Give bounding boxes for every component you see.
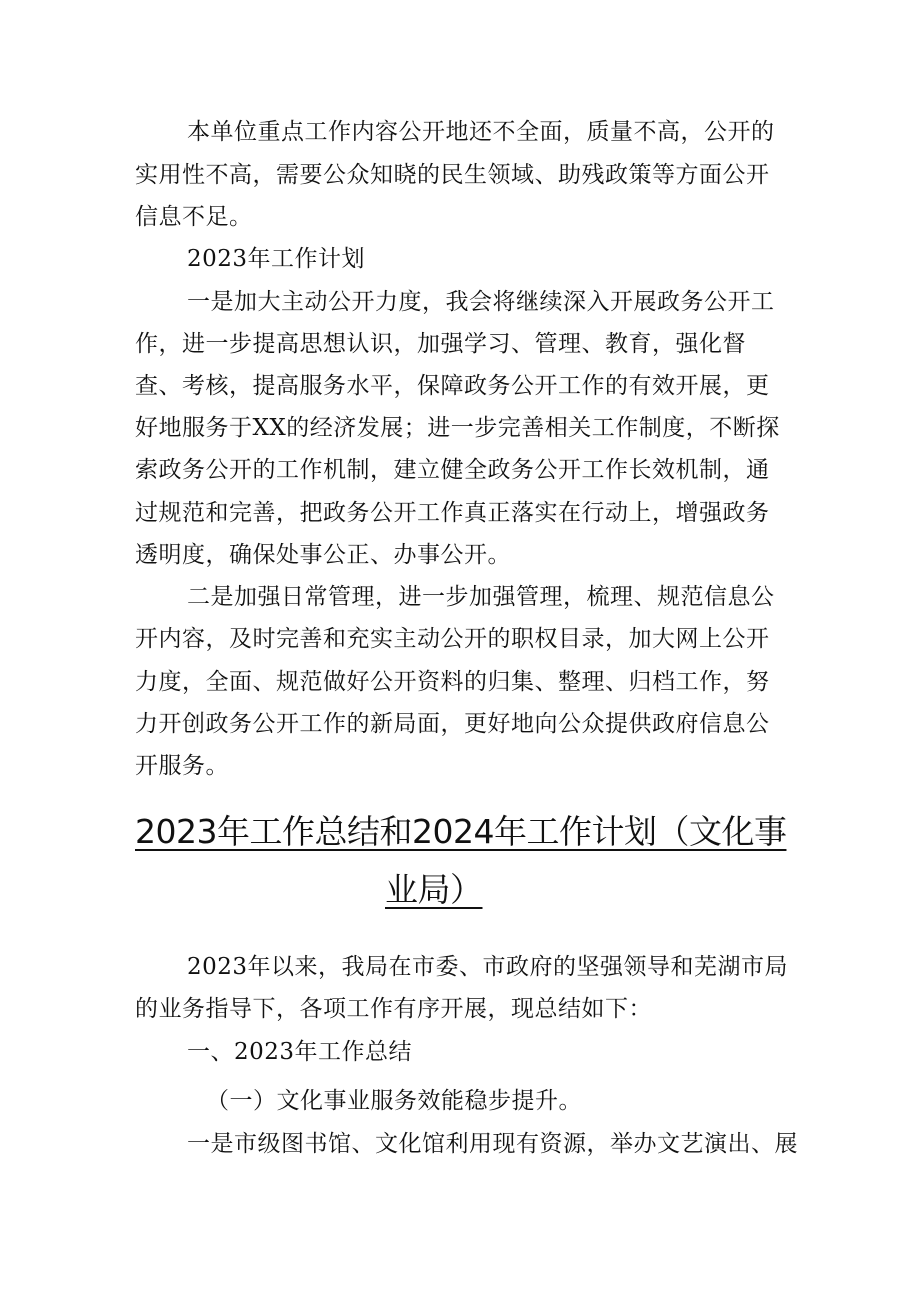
document-title-line-2: 业局）	[385, 870, 483, 909]
paragraph-1-line-1: 本单位重点工作内容公开地还不全面，质量不高，公开的	[187, 119, 775, 145]
paragraph-1-line-2: 实用性不高，需要公众知晓的民生领域、助残政策等方面公开	[135, 162, 770, 188]
paragraph-2-line-4: 好地服务于XX的经济发展；进一步完善相关工作制度，不断探	[135, 415, 780, 441]
section-heading: 一、2023年工作总结	[187, 1039, 413, 1065]
paragraph-2-line-5: 索政务公开的工作机制，建立健全政务公开工作长效机制，通	[135, 457, 770, 483]
paragraph-3-line-4: 力开创政务公开工作的新局面，更好地向公众提供政府信息公	[135, 711, 770, 737]
plan-heading: 2023年工作计划	[187, 246, 366, 272]
paragraph-2-line-7: 透明度，确保处事公正、办事公开。	[135, 542, 511, 568]
paragraph-1-line-3: 信息不足。	[135, 204, 253, 230]
paragraph-2-line-3: 查、考核，提高服务水平，保障政务公开工作的有效开展，更	[135, 373, 770, 399]
document-title-line-1: 2023年工作总结和2024年工作计划（文化事	[135, 812, 787, 851]
paragraph-2-line-2: 作，进一步提高思想认识，加强学习、管理、教育，强化督	[135, 331, 746, 357]
paragraph-3-line-3: 力度，全面、规范做好公开资料的归集、整理、归档工作，努	[135, 669, 770, 695]
paragraph-3-line-5: 开服务。	[135, 753, 229, 779]
paragraph-2-line-1: 一是加大主动公开力度，我会将继续深入开展政务公开工	[187, 289, 775, 315]
intro-line-2: 的业务指导下，各项工作有序开展，现总结如下：	[135, 996, 652, 1022]
intro-line-1: 2023年以来，我局在市委、市政府的坚强领导和芜湖市局	[187, 954, 789, 980]
paragraph-2-line-6: 过规范和完善，把政务公开工作真正落实在行动上，增强政务	[135, 500, 770, 526]
paragraph-5-line-1: 一是市级图书馆、文化馆利用现有资源，举办文艺演出、展	[187, 1131, 798, 1157]
subsection-heading: （一）文化事业服务效能稳步提升。	[206, 1088, 582, 1114]
paragraph-3-line-2: 开内容，及时完善和充实主动公开的职权目录，加大网上公开	[135, 626, 770, 652]
paragraph-3-line-1: 二是加强日常管理，进一步加强管理，梳理、规范信息公	[187, 584, 775, 610]
